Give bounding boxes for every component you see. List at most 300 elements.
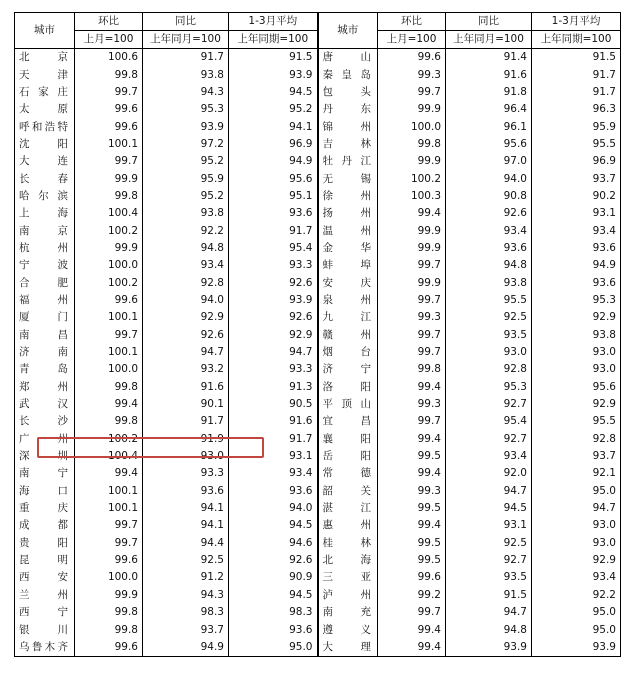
city-name: 青岛 xyxy=(15,361,75,378)
yoy-value: 95.9 xyxy=(143,170,229,187)
city-name: 宁波 xyxy=(15,257,75,274)
city-name-right: 金华 xyxy=(318,240,378,257)
yoy-value-right: 94.0 xyxy=(446,170,532,187)
city-name-right: 包头 xyxy=(318,84,378,101)
mom-value-right: 99.3 xyxy=(378,396,446,413)
ytd-value: 94.0 xyxy=(229,500,318,517)
ytd-value: 93.4 xyxy=(229,465,318,482)
city-name: 合肥 xyxy=(15,274,75,291)
mom-value-right: 99.9 xyxy=(378,153,446,170)
city-name-right: 吉林 xyxy=(318,136,378,153)
ytd-value-right: 92.9 xyxy=(532,309,621,326)
city-name-right: 济宁 xyxy=(318,361,378,378)
ytd-value: 96.9 xyxy=(229,136,318,153)
table-row xyxy=(15,413,621,430)
city-name: 海口 xyxy=(15,483,75,500)
mom-value: 100.2 xyxy=(75,431,143,448)
table-row xyxy=(15,222,621,239)
yoy-value-right: 93.4 xyxy=(446,448,532,465)
mom-value: 100.0 xyxy=(75,361,143,378)
yoy-value-right: 96.4 xyxy=(446,101,532,118)
ytd-value: 94.6 xyxy=(229,535,318,552)
ytd-value-right: 95.6 xyxy=(532,379,621,396)
city-name-right: 牡丹江 xyxy=(318,153,378,170)
city-name: 南昌 xyxy=(15,327,75,344)
ytd-value-right: 91.5 xyxy=(532,49,621,67)
mom-value-right: 99.4 xyxy=(378,465,446,482)
table-row xyxy=(15,153,621,170)
mom-value: 99.6 xyxy=(75,292,143,309)
city-name: 成都 xyxy=(15,517,75,534)
ytd-value: 91.5 xyxy=(229,49,318,67)
ytd-value: 91.6 xyxy=(229,413,318,430)
city-name: 呼和浩特 xyxy=(15,118,75,135)
mom-value: 99.7 xyxy=(75,517,143,534)
city-name: 乌鲁木齐 xyxy=(15,639,75,657)
mom-value-right: 99.7 xyxy=(378,84,446,101)
city-name: 上海 xyxy=(15,205,75,222)
city-name: 西安 xyxy=(15,569,75,586)
mom-value-right: 99.4 xyxy=(378,205,446,222)
city-name-right: 蚌埠 xyxy=(318,257,378,274)
mom-value: 99.4 xyxy=(75,396,143,413)
ytd-value: 94.9 xyxy=(229,153,318,170)
mom-value: 99.7 xyxy=(75,327,143,344)
mom-value-right: 99.5 xyxy=(378,535,446,552)
yoy-value-right: 95.4 xyxy=(446,413,532,430)
yoy-value: 98.3 xyxy=(143,604,229,621)
yoy-value: 94.9 xyxy=(143,639,229,657)
yoy-value-right: 96.1 xyxy=(446,118,532,135)
table-row xyxy=(15,621,621,638)
yoy-value-right: 92.7 xyxy=(446,431,532,448)
city-name-right: 秦皇岛 xyxy=(318,66,378,83)
yoy-value: 93.3 xyxy=(143,465,229,482)
table-row xyxy=(15,500,621,517)
mom-value: 99.9 xyxy=(75,240,143,257)
yoy-value: 93.8 xyxy=(143,205,229,222)
yoy-value-right: 91.8 xyxy=(446,84,532,101)
mom-value-right: 99.3 xyxy=(378,483,446,500)
city-name: 福州 xyxy=(15,292,75,309)
city-name: 哈尔滨 xyxy=(15,188,75,205)
city-name-right: 北海 xyxy=(318,552,378,569)
yoy-value: 93.0 xyxy=(143,448,229,465)
mom-value: 100.2 xyxy=(75,222,143,239)
table-header xyxy=(15,13,621,49)
yoy-value-right: 94.7 xyxy=(446,604,532,621)
yoy-value: 92.6 xyxy=(143,327,229,344)
mom-value-right: 99.4 xyxy=(378,379,446,396)
city-name: 北京 xyxy=(15,49,75,67)
city-name: 大连 xyxy=(15,153,75,170)
mom-value-right: 99.4 xyxy=(378,639,446,657)
yoy-value: 93.8 xyxy=(143,66,229,83)
ytd-value-right: 93.0 xyxy=(532,517,621,534)
city-name-right: 泸州 xyxy=(318,587,378,604)
yoy-value-right: 94.7 xyxy=(446,483,532,500)
yoy-value: 94.3 xyxy=(143,587,229,604)
mom-value-right: 100.3 xyxy=(378,188,446,205)
ytd-value: 93.1 xyxy=(229,448,318,465)
city-name-right: 洛阳 xyxy=(318,379,378,396)
ytd-value-right: 93.6 xyxy=(532,240,621,257)
ytd-value: 90.9 xyxy=(229,569,318,586)
ytd-value: 93.6 xyxy=(229,621,318,638)
ytd-value-right: 95.0 xyxy=(532,604,621,621)
city-name: 武汉 xyxy=(15,396,75,413)
ytd-value: 94.5 xyxy=(229,517,318,534)
mom-value: 100.4 xyxy=(75,448,143,465)
yoy-value: 93.4 xyxy=(143,257,229,274)
ytd-value: 95.1 xyxy=(229,188,318,205)
ytd-value-right: 93.7 xyxy=(532,170,621,187)
ytd-value: 94.1 xyxy=(229,118,318,135)
table-row xyxy=(15,101,621,118)
city-name-right: 赣州 xyxy=(318,327,378,344)
yoy-value: 94.8 xyxy=(143,240,229,257)
table-row xyxy=(15,483,621,500)
ytd-value: 91.7 xyxy=(229,222,318,239)
mom-value-right: 99.3 xyxy=(378,66,446,83)
yoy-value-right: 93.8 xyxy=(446,274,532,291)
ytd-value-right: 93.0 xyxy=(532,344,621,361)
mom-value: 100.6 xyxy=(75,49,143,67)
city-name-right: 南充 xyxy=(318,604,378,621)
city-name-right: 锦州 xyxy=(318,118,378,135)
table-body xyxy=(15,49,621,657)
ytd-value-right: 92.1 xyxy=(532,465,621,482)
ytd-value-right: 91.7 xyxy=(532,66,621,83)
header-mom: 环比 xyxy=(75,13,143,31)
header-yoy: 同比 xyxy=(143,13,229,31)
yoy-value-right: 93.9 xyxy=(446,639,532,657)
city-name: 昆明 xyxy=(15,552,75,569)
table-row xyxy=(15,379,621,396)
table-row xyxy=(15,118,621,135)
mom-value: 99.4 xyxy=(75,465,143,482)
table-row xyxy=(15,569,621,586)
table-row xyxy=(15,344,621,361)
table-row xyxy=(15,66,621,83)
table-row xyxy=(15,188,621,205)
yoy-value-right: 93.6 xyxy=(446,240,532,257)
table-row xyxy=(15,240,621,257)
mom-value-right: 99.8 xyxy=(378,136,446,153)
yoy-value-right: 91.6 xyxy=(446,66,532,83)
ytd-value-right: 90.2 xyxy=(532,188,621,205)
mom-value-right: 99.8 xyxy=(378,361,446,378)
mom-value-right: 99.7 xyxy=(378,257,446,274)
table-row xyxy=(15,448,621,465)
city-name-right: 泉州 xyxy=(318,292,378,309)
city-name: 贵阳 xyxy=(15,535,75,552)
yoy-value: 91.2 xyxy=(143,569,229,586)
yoy-value: 94.4 xyxy=(143,535,229,552)
city-name: 南宁 xyxy=(15,465,75,482)
city-name-right: 常德 xyxy=(318,465,378,482)
mom-value-right: 99.4 xyxy=(378,621,446,638)
city-name-right: 扬州 xyxy=(318,205,378,222)
yoy-value: 90.1 xyxy=(143,396,229,413)
header-city: 城市 xyxy=(15,13,75,49)
mom-value-right: 99.5 xyxy=(378,552,446,569)
ytd-value-right: 95.5 xyxy=(532,136,621,153)
ytd-value: 92.6 xyxy=(229,552,318,569)
city-name: 广州 xyxy=(15,431,75,448)
mom-value-right: 99.7 xyxy=(378,604,446,621)
ytd-value-right: 96.9 xyxy=(532,153,621,170)
ytd-value: 93.9 xyxy=(229,292,318,309)
yoy-value-right: 95.3 xyxy=(446,379,532,396)
city-name: 郑州 xyxy=(15,379,75,396)
mom-value: 100.2 xyxy=(75,274,143,291)
ytd-value: 93.6 xyxy=(229,483,318,500)
mom-value: 99.8 xyxy=(75,604,143,621)
header-ytd-right: 1-3月平均 xyxy=(532,13,621,31)
ytd-value-right: 93.4 xyxy=(532,222,621,239)
city-name-right: 湛江 xyxy=(318,500,378,517)
yoy-value: 92.9 xyxy=(143,309,229,326)
yoy-value: 94.3 xyxy=(143,84,229,101)
price-index-table-container xyxy=(14,12,620,657)
mom-value-right: 99.5 xyxy=(378,500,446,517)
mom-value: 99.9 xyxy=(75,170,143,187)
yoy-value-right: 95.6 xyxy=(446,136,532,153)
ytd-value-right: 95.9 xyxy=(532,118,621,135)
ytd-value-right: 91.7 xyxy=(532,84,621,101)
mom-value: 100.1 xyxy=(75,483,143,500)
city-name-right: 丹东 xyxy=(318,101,378,118)
city-name: 重庆 xyxy=(15,500,75,517)
mom-value: 100.1 xyxy=(75,344,143,361)
ytd-value: 90.5 xyxy=(229,396,318,413)
yoy-value: 92.8 xyxy=(143,274,229,291)
city-name-right: 温州 xyxy=(318,222,378,239)
city-name: 长春 xyxy=(15,170,75,187)
mom-value-right: 99.9 xyxy=(378,101,446,118)
ytd-value-right: 95.0 xyxy=(532,483,621,500)
mom-value-right: 99.9 xyxy=(378,240,446,257)
yoy-value: 94.7 xyxy=(143,344,229,361)
mom-value: 99.6 xyxy=(75,552,143,569)
table-row xyxy=(15,257,621,274)
ytd-value: 94.5 xyxy=(229,84,318,101)
header-yoy-base-right: 上年同月=100 xyxy=(446,31,532,49)
ytd-value: 93.6 xyxy=(229,205,318,222)
mom-value-right: 99.9 xyxy=(378,222,446,239)
mom-value: 100.0 xyxy=(75,257,143,274)
yoy-value: 95.2 xyxy=(143,188,229,205)
header-city-right: 城市 xyxy=(318,13,378,49)
table-row xyxy=(15,49,621,67)
city-name-right: 岳阳 xyxy=(318,448,378,465)
ytd-value-right: 93.0 xyxy=(532,361,621,378)
mom-value-right: 99.7 xyxy=(378,327,446,344)
header-mom-right: 环比 xyxy=(378,13,446,31)
city-name: 深圳 xyxy=(15,448,75,465)
mom-value: 100.4 xyxy=(75,205,143,222)
yoy-value-right: 91.4 xyxy=(446,49,532,67)
yoy-value-right: 92.6 xyxy=(446,205,532,222)
yoy-value: 91.7 xyxy=(143,49,229,67)
yoy-value-right: 92.7 xyxy=(446,552,532,569)
ytd-value: 91.7 xyxy=(229,431,318,448)
yoy-value-right: 92.7 xyxy=(446,396,532,413)
header-ytd: 1-3月平均 xyxy=(229,13,318,31)
table-row xyxy=(15,552,621,569)
header-ytd-base: 上年同期=100 xyxy=(229,31,318,49)
ytd-value: 98.3 xyxy=(229,604,318,621)
ytd-value: 95.6 xyxy=(229,170,318,187)
city-name: 济南 xyxy=(15,344,75,361)
yoy-value-right: 93.0 xyxy=(446,344,532,361)
table-row xyxy=(15,639,621,657)
table-row xyxy=(15,327,621,344)
mom-value: 99.8 xyxy=(75,188,143,205)
ytd-value-right: 94.7 xyxy=(532,500,621,517)
ytd-value: 93.3 xyxy=(229,257,318,274)
city-name-right: 九江 xyxy=(318,309,378,326)
table-row xyxy=(15,170,621,187)
ytd-value-right: 93.9 xyxy=(532,639,621,657)
ytd-value: 94.7 xyxy=(229,344,318,361)
ytd-value-right: 93.8 xyxy=(532,327,621,344)
yoy-value-right: 94.8 xyxy=(446,257,532,274)
table-row xyxy=(15,361,621,378)
mom-value: 100.0 xyxy=(75,569,143,586)
ytd-value-right: 92.8 xyxy=(532,431,621,448)
mom-value: 99.6 xyxy=(75,118,143,135)
city-name-right: 烟台 xyxy=(318,344,378,361)
yoy-value: 94.0 xyxy=(143,292,229,309)
header-yoy-right: 同比 xyxy=(446,13,532,31)
mom-value: 100.1 xyxy=(75,500,143,517)
table-row xyxy=(15,205,621,222)
city-name: 石家庄 xyxy=(15,84,75,101)
city-name: 兰州 xyxy=(15,587,75,604)
mom-value: 99.6 xyxy=(75,639,143,657)
yoy-value: 92.2 xyxy=(143,222,229,239)
yoy-value-right: 93.4 xyxy=(446,222,532,239)
yoy-value-right: 92.5 xyxy=(446,309,532,326)
mom-value-right: 99.7 xyxy=(378,413,446,430)
mom-value: 99.8 xyxy=(75,379,143,396)
mom-value: 99.9 xyxy=(75,587,143,604)
ytd-value-right: 93.6 xyxy=(532,274,621,291)
city-name-right: 襄阳 xyxy=(318,431,378,448)
ytd-value-right: 93.4 xyxy=(532,569,621,586)
table-row xyxy=(15,604,621,621)
mom-value-right: 99.4 xyxy=(378,517,446,534)
yoy-value-right: 90.8 xyxy=(446,188,532,205)
yoy-value-right: 97.0 xyxy=(446,153,532,170)
city-name-right: 遵义 xyxy=(318,621,378,638)
ytd-value: 93.9 xyxy=(229,66,318,83)
yoy-value-right: 94.5 xyxy=(446,500,532,517)
city-name-right: 安庆 xyxy=(318,274,378,291)
ytd-value: 95.4 xyxy=(229,240,318,257)
table-row xyxy=(15,587,621,604)
table-row xyxy=(15,517,621,534)
yoy-value: 93.6 xyxy=(143,483,229,500)
yoy-value-right: 93.5 xyxy=(446,327,532,344)
ytd-value-right: 92.9 xyxy=(532,552,621,569)
mom-value-right: 99.3 xyxy=(378,309,446,326)
ytd-value-right: 92.2 xyxy=(532,587,621,604)
mom-value-right: 99.7 xyxy=(378,292,446,309)
yoy-value-right: 92.5 xyxy=(446,535,532,552)
table-row xyxy=(15,465,621,482)
ytd-value-right: 95.0 xyxy=(532,621,621,638)
table-row xyxy=(15,136,621,153)
housing-price-index-table xyxy=(14,12,621,657)
yoy-value-right: 91.5 xyxy=(446,587,532,604)
mom-value: 99.7 xyxy=(75,84,143,101)
mom-value-right: 99.6 xyxy=(378,49,446,67)
header-mom-base-right: 上月=100 xyxy=(378,31,446,49)
yoy-value-right: 92.0 xyxy=(446,465,532,482)
city-name: 厦门 xyxy=(15,309,75,326)
ytd-value-right: 93.0 xyxy=(532,535,621,552)
ytd-value-right: 92.9 xyxy=(532,396,621,413)
mom-value: 99.6 xyxy=(75,101,143,118)
yoy-value: 91.6 xyxy=(143,379,229,396)
mom-value: 99.7 xyxy=(75,153,143,170)
ytd-value: 91.3 xyxy=(229,379,318,396)
ytd-value-right: 95.3 xyxy=(532,292,621,309)
city-name-right: 唐山 xyxy=(318,49,378,67)
yoy-value: 91.9 xyxy=(143,431,229,448)
city-name-right: 桂林 xyxy=(318,535,378,552)
mom-value-right: 99.7 xyxy=(378,344,446,361)
mom-value-right: 100.0 xyxy=(378,118,446,135)
mom-value: 100.1 xyxy=(75,136,143,153)
ytd-value: 94.5 xyxy=(229,587,318,604)
yoy-value-right: 92.8 xyxy=(446,361,532,378)
city-name-right: 韶关 xyxy=(318,483,378,500)
yoy-value: 94.1 xyxy=(143,517,229,534)
mom-value-right: 99.2 xyxy=(378,587,446,604)
yoy-value-right: 93.5 xyxy=(446,569,532,586)
city-name-right: 宜昌 xyxy=(318,413,378,430)
city-name-right: 无锡 xyxy=(318,170,378,187)
yoy-value: 93.7 xyxy=(143,621,229,638)
city-name-right: 徐州 xyxy=(318,188,378,205)
mom-value-right: 100.2 xyxy=(378,170,446,187)
ytd-value: 95.0 xyxy=(229,639,318,657)
yoy-value: 97.2 xyxy=(143,136,229,153)
mom-value: 99.7 xyxy=(75,535,143,552)
city-name-right: 平顶山 xyxy=(318,396,378,413)
table-row xyxy=(15,84,621,101)
ytd-value: 92.6 xyxy=(229,274,318,291)
header-ytd-base-right: 上年同期=100 xyxy=(532,31,621,49)
yoy-value-right: 94.8 xyxy=(446,621,532,638)
mom-value: 99.8 xyxy=(75,66,143,83)
city-name: 杭州 xyxy=(15,240,75,257)
yoy-value: 95.2 xyxy=(143,153,229,170)
city-name-right: 三亚 xyxy=(318,569,378,586)
yoy-value: 93.2 xyxy=(143,361,229,378)
yoy-value: 91.7 xyxy=(143,413,229,430)
yoy-value: 93.9 xyxy=(143,118,229,135)
mom-value: 99.8 xyxy=(75,413,143,430)
mom-value-right: 99.9 xyxy=(378,274,446,291)
ytd-value-right: 95.5 xyxy=(532,413,621,430)
table-row xyxy=(15,535,621,552)
table-row xyxy=(15,292,621,309)
